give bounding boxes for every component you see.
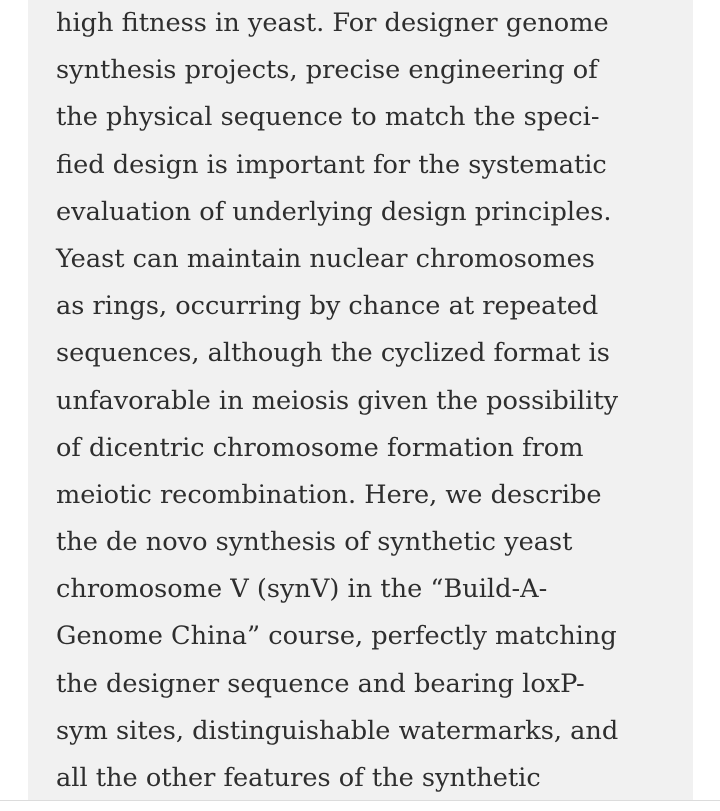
text-line: sym sites, distinguishable watermarks, and <box>56 715 619 746</box>
text-line: Genome China” course, perfectly matching <box>56 621 617 652</box>
text-line: evaluation of underlying design principles. <box>56 196 612 227</box>
text-line: as rings, occurring by chance at repeated <box>56 291 599 322</box>
text-line: synthesis projects, precise engineering of <box>56 55 598 86</box>
abstract-text <box>56 0 676 802</box>
text-line: Yeast can maintain nuclear chromosomes <box>56 243 595 274</box>
bottom-divider <box>0 800 720 811</box>
text-line: all the other features of the synthetic <box>56 763 541 793</box>
text-line: high fitness in yeast. For designer genome <box>56 8 609 38</box>
text-line: meiotic recombination. Here, we describe <box>56 479 602 510</box>
text-line: fied design is important for the systematic <box>56 149 607 180</box>
text-line: the physical sequence to match the speci- <box>56 102 600 133</box>
text-line: sequences, although the cyclized format is <box>56 338 610 369</box>
text-line: chromosome V (synV) in the “Build-A- <box>56 574 548 605</box>
text-line: of dicentric chromosome formation from <box>56 432 584 463</box>
text-line: unfavorable in meiosis given the possibility <box>56 385 619 416</box>
text-line: the designer sequence and bearing loxP- <box>56 668 585 699</box>
text-line: the de novo synthesis of synthetic yeast <box>56 527 573 558</box>
